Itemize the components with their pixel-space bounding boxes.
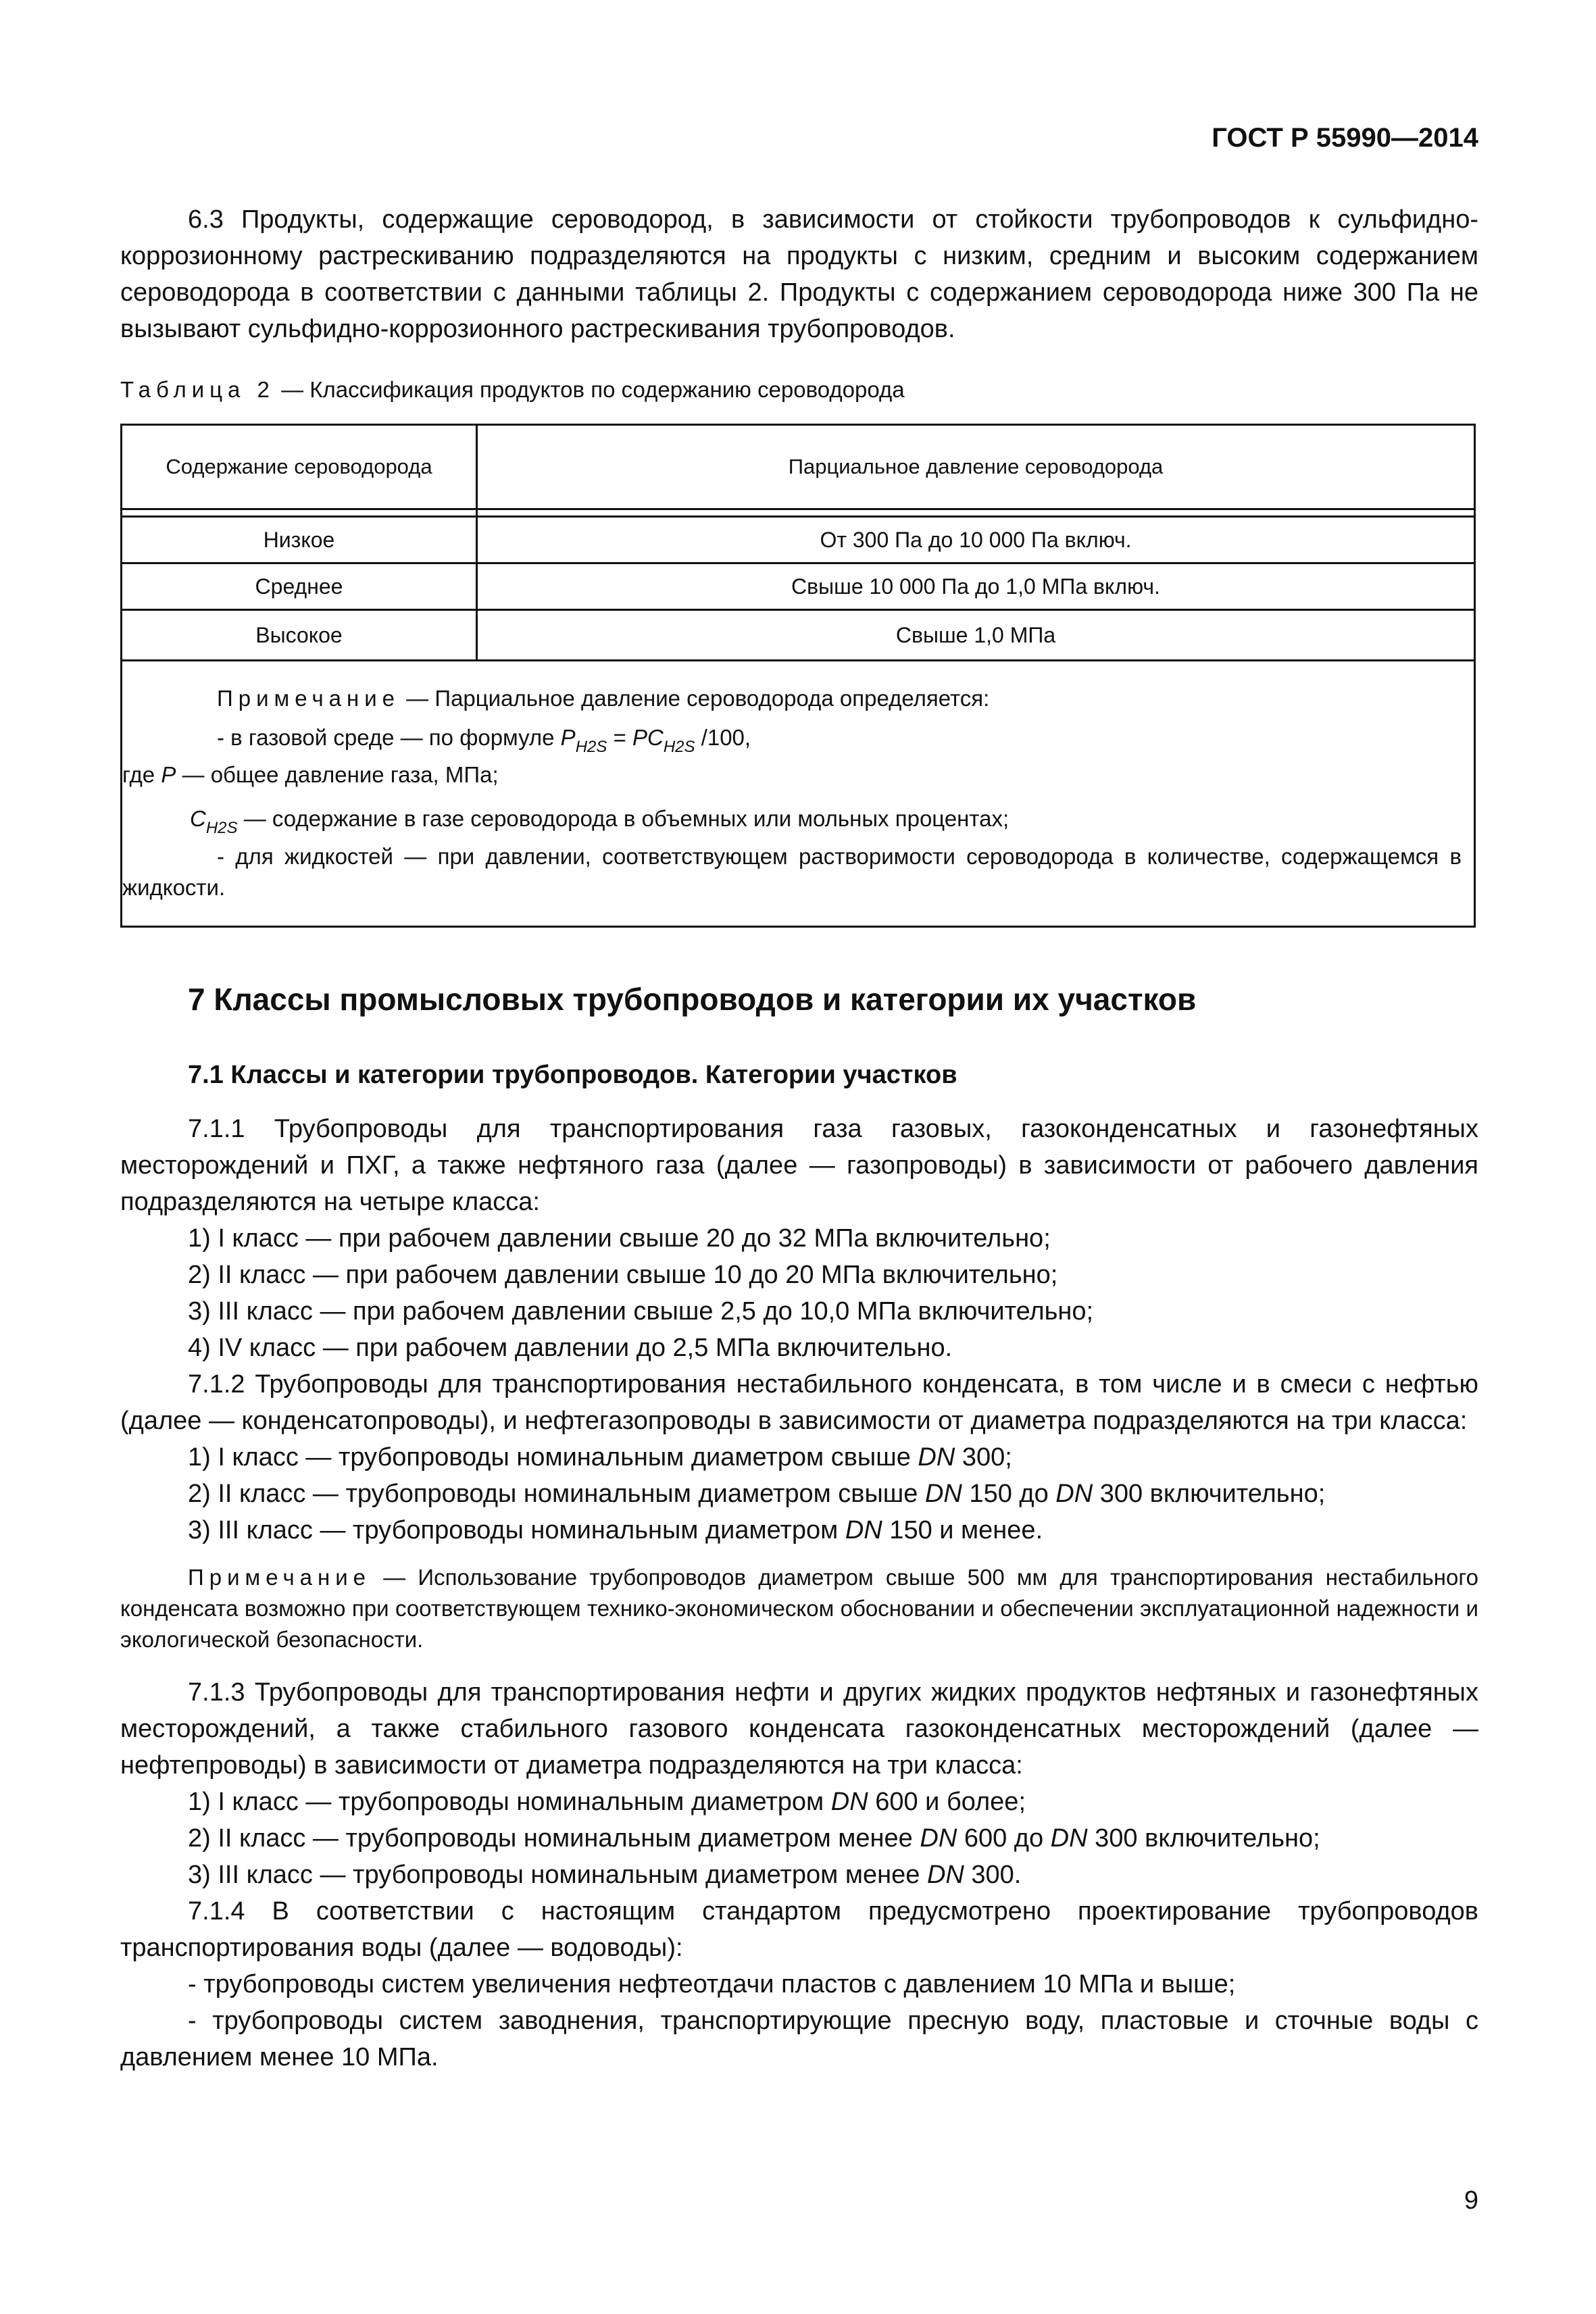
section-7-1-title: 7.1 Классы и категории трубопроводов. Категории участков <box>188 1061 957 1089</box>
intro-section <box>120 201 1478 347</box>
list-text: 3) III класс — трубопроводы номинальным диаметром <box>188 1516 845 1544</box>
dn-symbol: DN <box>920 1824 957 1853</box>
list-item: 2) II класс — при рабочем давлении свыше 10 до 20 МПа включительно; <box>188 1261 1058 1289</box>
list-text: 2) II класс — трубопроводы номинальным диаметром свыше <box>188 1480 925 1508</box>
list-text: 300 включительно; <box>1087 1824 1320 1853</box>
table-caption <box>120 377 905 403</box>
paragraph-7-1-2: 7.1.2 Трубопроводы для транспортирования нестабильного конденсата, в том числе и в смеси с нефтью (далее — конденсатопроводы), и нефтегазопроводы в зависимости от диаметра подразделяются на три класса: <box>120 1370 1478 1435</box>
dn-symbol: DN <box>924 1480 962 1508</box>
section-7-body <box>120 1111 1478 2076</box>
list-item: 3) III класс — при рабочем давлении свыше 2,5 до 10,0 МПа включительно; <box>188 1297 1094 1326</box>
list-text: 300; <box>955 1443 1012 1472</box>
paragraph-7-1-1: 7.1.1 Трубопроводы для транспортирования газа газовых, газоконденсатных и газонефтяных месторождений и ПХГ, а также нефтяного газа (далее — газопроводы) в зависимости от рабочего давления подразделяются на четыре класса: <box>120 1115 1478 1216</box>
list-text: 150 до <box>962 1480 1056 1508</box>
list-text: 300. <box>964 1861 1022 1889</box>
list-item: 4) IV класс — при рабочем давлении до 2,5 МПа включительно. <box>188 1334 953 1362</box>
table-note-liquid: - для жидкостей — при давлении, соответствующем растворимости сероводорода в количестве, содержащемся в жидкости. <box>122 844 1462 900</box>
note-label: Примечание <box>188 1565 372 1590</box>
dn-symbol: DN <box>1050 1824 1088 1853</box>
table-cell-pressure: Свыше 10 000 Па до 1,0 МПа включ. <box>791 574 1160 599</box>
list-item: - трубопроводы систем заводнения, транспортирующие пресную воду, пластовые и сточные воды с давлением менее 10 МПа. <box>120 2007 1478 2071</box>
list-text: 3) III класс — трубопроводы номинальным диаметром менее <box>188 1861 927 1889</box>
table-header-divider <box>122 508 1474 510</box>
section-7-title: 7 Классы промысловых трубопроводов и категории их участков <box>188 982 1197 1017</box>
formula-pc: PC <box>632 725 664 750</box>
note-gas-text: - в газовой среде — по формуле <box>217 725 561 750</box>
list-text: 1) I класс — трубопроводы номинальным диаметром свыше <box>188 1443 918 1472</box>
table-note-concentration <box>190 803 1009 844</box>
table-cell-level: Высокое <box>255 622 343 647</box>
note-where-prefix: где <box>122 762 161 787</box>
table-header-pressure: Парциальное давление сероводорода <box>788 455 1164 478</box>
formula-subscript: H2S <box>663 738 695 756</box>
table-note-intro <box>217 683 989 714</box>
list-item <box>120 1857 1478 1893</box>
table-header-level: Содержание сероводорода <box>166 455 432 478</box>
table-2 <box>120 424 1476 928</box>
note-c-text: — содержание в газе сероводорода в объемных или мольных процентах; <box>237 806 1009 831</box>
note-c-symbol: C <box>190 806 206 831</box>
dn-symbol: DN <box>845 1516 882 1544</box>
list-item <box>120 1512 1478 1549</box>
list-text: 600 и более; <box>868 1788 1026 1816</box>
document-page <box>120 0 1478 2314</box>
table-caption-prefix: Таблица 2 <box>120 377 275 402</box>
table-cell-pressure: Свыше 1,0 МПа <box>895 622 1056 647</box>
dn-symbol: DN <box>1055 1480 1093 1508</box>
list-item: 1) I класс — при рабочем давлении свыше 20 до 32 МПа включительно; <box>188 1224 1051 1253</box>
formula-p: P <box>560 725 576 750</box>
list-text: 1) I класс — трубопроводы номинальным диаметром <box>188 1788 831 1816</box>
note-where-text: — общее давление газа, МПа; <box>176 762 499 787</box>
table-caption-text: — Классификация продуктов по содержанию сероводорода <box>274 377 905 402</box>
list-text: 150 и менее. <box>882 1516 1043 1544</box>
document-code: ГОСТ Р 55990—2014 <box>1212 123 1478 153</box>
formula-equals: = <box>607 725 632 750</box>
list-item <box>120 1784 1478 1820</box>
list-text: 2) II класс — трубопроводы номинальным диаметром менее <box>188 1824 920 1853</box>
table-note-gas-formula <box>217 722 751 763</box>
list-item <box>120 1439 1478 1476</box>
dn-symbol: DN <box>918 1443 955 1472</box>
list-text: 600 до <box>957 1824 1051 1853</box>
table-cell-level: Низкое <box>263 527 335 552</box>
paragraph-6-3: 6.3 Продукты, содержащие сероводород, в зависимости от стойкости трубопроводов к сульфидно-коррозионному растрескиванию подразделяются на продукты с низким, средним и высоким содержанием сероводорода в соответствии с данными таблицы 2. Продукты с содержанием сероводорода ниже 300 Па не вызывают сульфидно-коррозионного растрескивания трубопроводов. <box>120 205 1478 343</box>
list-item <box>120 1820 1478 1857</box>
paragraph-7-1-3: 7.1.3 Трубопроводы для транспортирования нефти и других жидких продуктов нефтяных и газонефтяных месторождений, а также стабильного газового конденсата газоконденсатных месторождений (далее — нефтепроводы) в зависимости от диаметра подразделяются на три класса: <box>120 1678 1478 1780</box>
list-item <box>120 1476 1478 1512</box>
list-item: - трубопроводы систем увеличения нефтеотдачи пластов с давлением 10 МПа и выше; <box>188 1970 1236 1998</box>
dn-symbol: DN <box>926 1861 964 1889</box>
table-cell-level: Среднее <box>255 574 343 599</box>
section-note <box>120 1562 1478 1655</box>
note-text: — Использование трубопроводов диаметром свыше 500 мм для транспортирования нестабильного конденсата возможно при соответствующем технико-экономическом обосновании и обеспечении эксплуатационной надежности и экологической безопасности. <box>120 1565 1478 1652</box>
formula-subscript: H2S <box>575 738 607 756</box>
table-note <box>122 663 1474 926</box>
note-where-p: P <box>161 762 176 787</box>
list-text: 300 включительно; <box>1093 1480 1326 1508</box>
table-note-where <box>122 759 499 790</box>
table-cell-pressure: От 300 Па до 10 000 Па включ. <box>820 527 1132 552</box>
paragraph-7-1-4: 7.1.4 В соответствии с настоящим стандартом предусмотрено проектирование трубопроводов транспортирования воды (далее — водоводы): <box>120 1897 1478 1962</box>
note-label: Примечание <box>217 686 401 711</box>
formula-subscript: H2S <box>205 819 238 837</box>
page-number: 9 <box>1464 2186 1478 2215</box>
table-note-divider <box>122 659 1474 661</box>
dn-symbol: DN <box>830 1788 868 1816</box>
formula-tail: /100, <box>695 725 751 750</box>
note-intro-text: — Парциальное давление сероводорода определяется: <box>400 686 990 711</box>
